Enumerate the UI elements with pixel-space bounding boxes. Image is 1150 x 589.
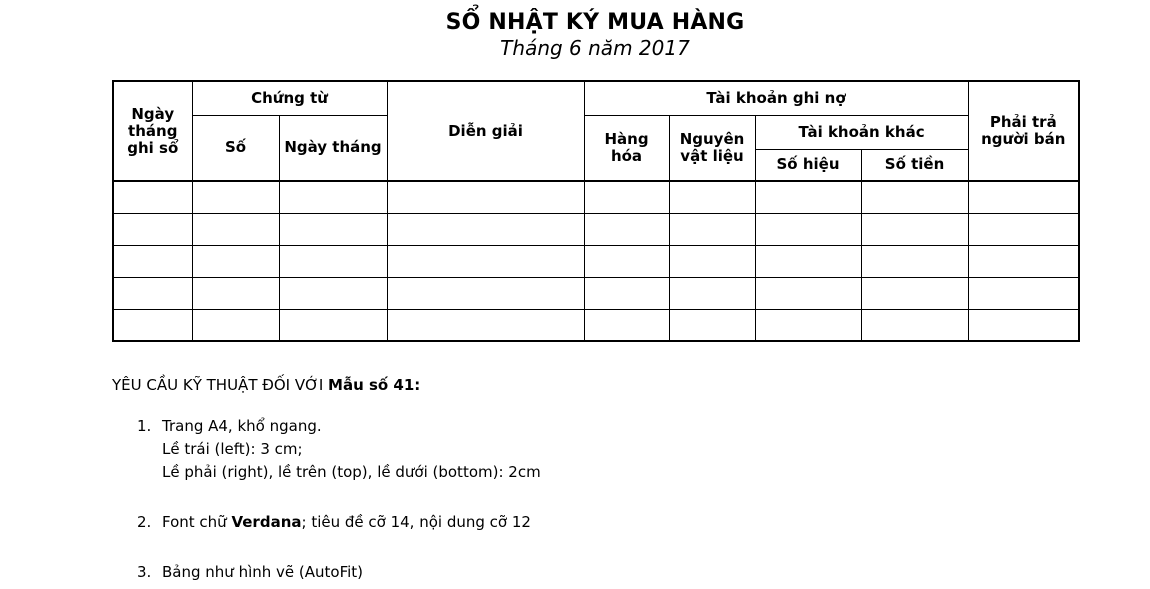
empty-cell: [669, 277, 755, 309]
item-number: 2.: [137, 513, 152, 531]
empty-cell: [113, 309, 192, 341]
col-header-phai-tra-nguoi-ban: Phải trả người bán: [968, 81, 1079, 181]
col-header-so: Số: [192, 115, 279, 181]
empty-cell: [113, 277, 192, 309]
empty-cell: [387, 213, 584, 245]
empty-cell: [861, 181, 968, 213]
header-row-2: [113, 115, 1079, 149]
col-group-tai-khoan-ghi-no: Tài khoản ghi nợ: [584, 81, 968, 115]
empty-cell: [584, 213, 669, 245]
col-header-dien-giai: Diễn giải: [387, 81, 584, 181]
empty-cell: [584, 181, 669, 213]
empty-cell: [968, 245, 1079, 277]
empty-cell: [968, 309, 1079, 341]
requirements-section: [112, 376, 1078, 584]
empty-cell: [279, 181, 387, 213]
col-header-hang-hoa: Hàng hóa: [584, 115, 669, 181]
table-row: [113, 245, 1079, 277]
col-header-so-hieu: Số hiệu: [755, 149, 861, 181]
empty-cell: [192, 277, 279, 309]
doc-title: SỔ NHẬT KÝ MUA HÀNG: [445, 10, 745, 35]
empty-cell: [192, 181, 279, 213]
empty-cell: [669, 245, 755, 277]
empty-cell: [279, 245, 387, 277]
empty-cell: [113, 245, 192, 277]
col-header-ngay-thang-ghi-so: Ngày tháng ghi sổ: [113, 81, 192, 181]
empty-cell: [968, 277, 1079, 309]
empty-cell: [192, 213, 279, 245]
item-line-bold: Verdana: [231, 513, 302, 531]
item-line: Lề trái (left): 3 cm;: [162, 440, 303, 458]
item-line-prefix: Font chữ: [162, 513, 232, 531]
list-item-font: [137, 511, 1078, 534]
empty-cell: [669, 309, 755, 341]
item-text: [162, 561, 363, 584]
item-text: [162, 511, 531, 534]
empty-cell: [113, 213, 192, 245]
item-number: 1.: [137, 417, 152, 435]
item-number: 3.: [137, 563, 152, 581]
empty-cell: [584, 309, 669, 341]
doc-subtitle: Tháng 6 năm 2017: [500, 36, 690, 60]
empty-cell: [861, 213, 968, 245]
empty-cell: [584, 245, 669, 277]
col-group-chung-tu: Chứng từ: [192, 81, 387, 115]
empty-cell: [968, 181, 1079, 213]
empty-cell: [279, 309, 387, 341]
table-header: [113, 81, 1079, 181]
requirements-heading-bold: Mẫu số 41:: [328, 376, 421, 394]
empty-cell: [192, 245, 279, 277]
item-line: Trang A4, khổ ngang.: [162, 417, 322, 435]
item-line-suffix: ; tiêu đề cỡ 14, nội dung cỡ 12: [301, 513, 531, 531]
empty-cell: [861, 309, 968, 341]
list-item-table-autofit: [137, 561, 1078, 584]
table-row: [113, 309, 1079, 341]
item-line: Bảng như hình vẽ (AutoFit): [162, 563, 364, 581]
empty-cell: [861, 245, 968, 277]
header-row-1: [113, 81, 1079, 115]
empty-cell: [387, 277, 584, 309]
empty-cell: [968, 213, 1079, 245]
purchase-journal-table: [112, 80, 1080, 342]
col-header-nguyen-vat-lieu: Nguyên vật liệu: [669, 115, 755, 181]
requirements-heading: [112, 376, 1078, 394]
table-row: [113, 277, 1079, 309]
empty-cell: [387, 181, 584, 213]
list-item-page-setup: [137, 415, 1078, 484]
table-row: [113, 213, 1079, 245]
empty-cell: [755, 277, 861, 309]
document-content: [112, 0, 1078, 584]
empty-cell: [755, 181, 861, 213]
empty-cell: [279, 277, 387, 309]
empty-cell: [387, 309, 584, 341]
empty-cell: [113, 181, 192, 213]
requirements-heading-normal: YÊU CẦU KỸ THUẬT ĐỐI VỚI: [112, 376, 329, 394]
requirements-list: [112, 415, 1078, 584]
empty-cell: [755, 213, 861, 245]
empty-cell: [755, 309, 861, 341]
table-row: [113, 181, 1079, 213]
empty-cell: [755, 245, 861, 277]
col-header-so-tien: Số tiền: [861, 149, 968, 181]
empty-cell: [584, 277, 669, 309]
col-group-tai-khoan-khac: Tài khoản khác: [755, 115, 968, 149]
col-header-ngay-thang: Ngày tháng: [279, 115, 387, 181]
empty-cell: [279, 213, 387, 245]
empty-cell: [387, 245, 584, 277]
item-line: Lề phải (right), lề trên (top), lề dưới (bottom): 2cm: [162, 463, 541, 481]
empty-cell: [192, 309, 279, 341]
item-text: [162, 415, 541, 484]
empty-cell: [669, 213, 755, 245]
table-body: [113, 181, 1079, 341]
empty-cell: [669, 181, 755, 213]
empty-cell: [861, 277, 968, 309]
